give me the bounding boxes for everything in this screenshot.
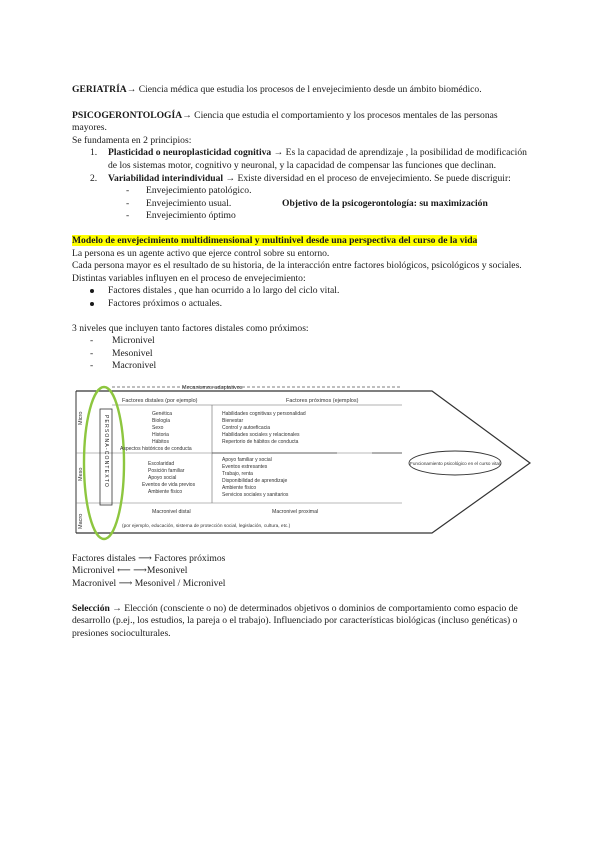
- micro-left-item: Sexo: [152, 424, 164, 431]
- outcome-label: Funcionamiento psicológico en el curso vital: [410, 460, 500, 466]
- factores-line: Micronivel ⟵ ⟶Mesonivel: [72, 565, 188, 577]
- side-level-label: Macro: [78, 513, 84, 529]
- meso-right-item: Servicios sociales y sanitarios: [222, 491, 289, 498]
- psico-definition: [72, 110, 532, 135]
- micro-left-item: Hábitos: [152, 438, 169, 445]
- persona-contexto-label: PERSONA-CONTEXTO: [103, 414, 109, 488]
- psico-objective: Objetivo de la psicogerontología: su maximización: [282, 197, 488, 209]
- principle-title: Plasticidad o neuroplasticidad cognitiva: [108, 147, 272, 159]
- psico-arrow: →: [182, 109, 192, 121]
- meso-left-item: Eventos de vida previos: [142, 481, 196, 488]
- principle-text: → Existe diversidad en el proceso de envejecimiento. Se puede discriguir:: [223, 172, 511, 184]
- level-label: Mesonivel: [112, 347, 153, 359]
- diagram-footer: (por ejemplo, educación, sistema de protección social, legislación, cultura, etc.): [122, 523, 291, 529]
- seleccion-definition: [72, 603, 532, 641]
- meso-right-item: Ambiente físico: [222, 484, 257, 491]
- factores-line: Factores distales ⟶ Factores próximos: [72, 552, 226, 564]
- bottom-right-label: Macronivel proximal: [272, 508, 319, 515]
- row1-right-label: Factores próximos (ejemplos): [286, 397, 359, 404]
- level-item: - Micronivel: [90, 335, 155, 347]
- bullet-item: [72, 298, 532, 311]
- micro-left-item: Historia: [152, 431, 169, 438]
- aging-type-label: Envejecimiento óptimo: [146, 210, 236, 222]
- aging-type-label: Envejecimiento usual.: [146, 197, 232, 209]
- principle-item: [72, 147, 532, 172]
- model-diagram-svg: [72, 383, 536, 541]
- side-level-label: Meso: [78, 467, 84, 481]
- modelo-heading: [72, 235, 532, 248]
- modelo-heading-text: Modelo de envejecimiento multidimensional y multinivel desde una perspectiva del curso de la vida: [72, 234, 478, 246]
- geriatria-definition: [72, 84, 532, 97]
- micro-right-item: Habilidades cognitivas y personalidad: [222, 410, 306, 417]
- level-item: - Mesonivel: [90, 347, 153, 359]
- level-label: Micronivel: [112, 335, 155, 347]
- document-page: [72, 84, 532, 640]
- meso-left-item: Posición familiar: [148, 467, 185, 474]
- bullet-item: [72, 285, 532, 298]
- psico-term: PSICOGERONTOLOGÍA: [72, 109, 183, 121]
- principle-text: → Es la capacidad de aprendizaje , la posibilidad de modificación de los sistemas motor, cognitivo y neuronal, y la capacidad de compensar las funciones que declinan.: [108, 147, 527, 171]
- meso-right-item: Disponibilidad de aprendizaje: [222, 477, 288, 484]
- micro-right-item: Bienestar: [222, 417, 244, 424]
- level-item: - Macronivel: [90, 360, 157, 372]
- aging-type-item: - Envejecimiento óptimo: [126, 210, 236, 222]
- aging-type-item: - Envejecimiento patológico.: [126, 185, 252, 197]
- seleccion-text: → Elección (consciente o no) de determinados objetivos o dominios de comportamiento como espacio de desarrollo (p.ej., los estudios, la pareja o el trabajo). Influenciado por características biológicas (incluso genéticas) o presiones socioculturales.: [72, 602, 518, 639]
- geriatria-arrow: →: [126, 84, 137, 95]
- modelo-line: La persona es un agente activo que ejerce control sobre su entorno.: [72, 247, 330, 259]
- aging-type-item: - Envejecimiento usual. Objetivo de la psicogerontología: su maximización: [126, 197, 488, 209]
- meso-right-item: Apoyo familiar y social: [222, 456, 272, 463]
- meso-left-item: Ambiente físico: [148, 488, 183, 495]
- principles-list: [72, 147, 532, 185]
- principle-number: 1.: [90, 147, 98, 159]
- principle-title: Variabilidad interindividual: [108, 172, 224, 184]
- principle-item: [72, 173, 532, 186]
- level-label: Macronivel: [112, 360, 157, 372]
- factores-line: Macronivel ⟶ Mesonivel / Micronivel: [72, 578, 226, 590]
- micro-right-item: Repertorio de hábitos de conducta: [222, 438, 299, 445]
- micro-right-item: Habilidades sociales y relacionales: [222, 431, 300, 438]
- meso-right-item: Eventos estresantes: [222, 463, 268, 470]
- geriatria-text: Ciencia médica que estudia los procesos de l envejecimiento desde un ámbito biomédico.: [136, 84, 482, 95]
- meso-left-item: Escolaridad: [148, 460, 175, 467]
- bullet-text: Factores distales , que han ocurrido a lo largo del ciclo vital.: [108, 285, 340, 297]
- micro-right-item: Control y autoeficacia: [222, 424, 271, 431]
- model-diagram: [72, 383, 536, 541]
- micro-left-item: Aspectos históricos de conducta: [120, 445, 192, 452]
- top-label: Mecanismos adaptativos: [182, 384, 243, 391]
- row1-left-label: Factores distales (por ejemplo): [122, 397, 198, 404]
- seleccion-term: Selección: [72, 602, 110, 614]
- bullet-text: Factores próximos o actuales.: [108, 297, 223, 309]
- side-level-label: Micro: [78, 411, 84, 425]
- modelo-line: Cada persona mayor es el resultado de su historia, de la interacción entre factores biológicos, psicológicos y sociales.: [72, 260, 522, 272]
- psico-intro: Se fundamenta en 2 principios:: [72, 134, 192, 146]
- levels-intro: 3 niveles que incluyen tanto factores distales como próximos:: [72, 322, 309, 334]
- meso-right-item: Trabajo, renta: [222, 470, 253, 477]
- bottom-left-label: Macronivel distal: [152, 508, 191, 515]
- micro-left-item: Biología: [152, 417, 171, 424]
- aging-type-label: Envejecimiento patológico.: [146, 185, 252, 197]
- micro-left-item: Genética: [152, 410, 173, 417]
- meso-left-item: Apoyo social: [148, 474, 177, 481]
- modelo-line: Distintas variables influyen en el proceso de envejecimiento:: [72, 272, 306, 284]
- principle-number: 2.: [90, 172, 98, 184]
- geriatria-term: GERIATRÍA: [72, 84, 127, 95]
- psico-text: Ciencia que estudia el comportamiento y los procesos mentales de las personas mayores.: [72, 109, 498, 134]
